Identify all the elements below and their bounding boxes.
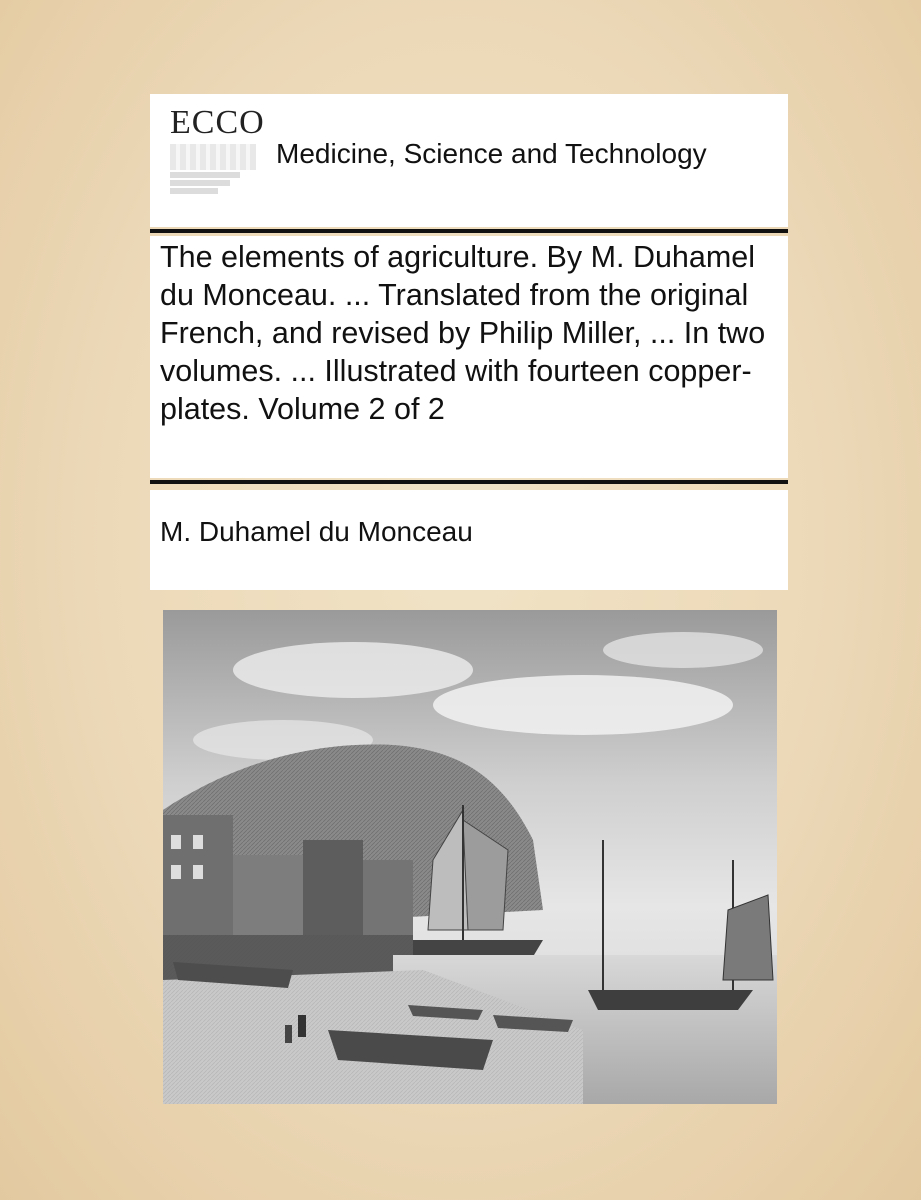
series-header	[150, 94, 788, 227]
divider	[150, 480, 788, 484]
author-name: M. Duhamel du Monceau	[160, 516, 473, 547]
divider	[150, 229, 788, 233]
ecco-logo	[170, 104, 265, 218]
book-title: The elements of agriculture. By M. Duhamel du Monceau. ... Translated from the original French, and revised by Philip Miller, ... In two volumes. ... Illustrated with fourteen copper-plates. Volume 2 of 2	[160, 240, 766, 426]
logo-text: ECCO	[170, 104, 265, 141]
series-title: Medicine, Science and Technology	[276, 138, 707, 169]
author-panel	[150, 490, 788, 590]
title-panel	[150, 236, 788, 478]
harbour-engraving-icon	[163, 610, 777, 1104]
